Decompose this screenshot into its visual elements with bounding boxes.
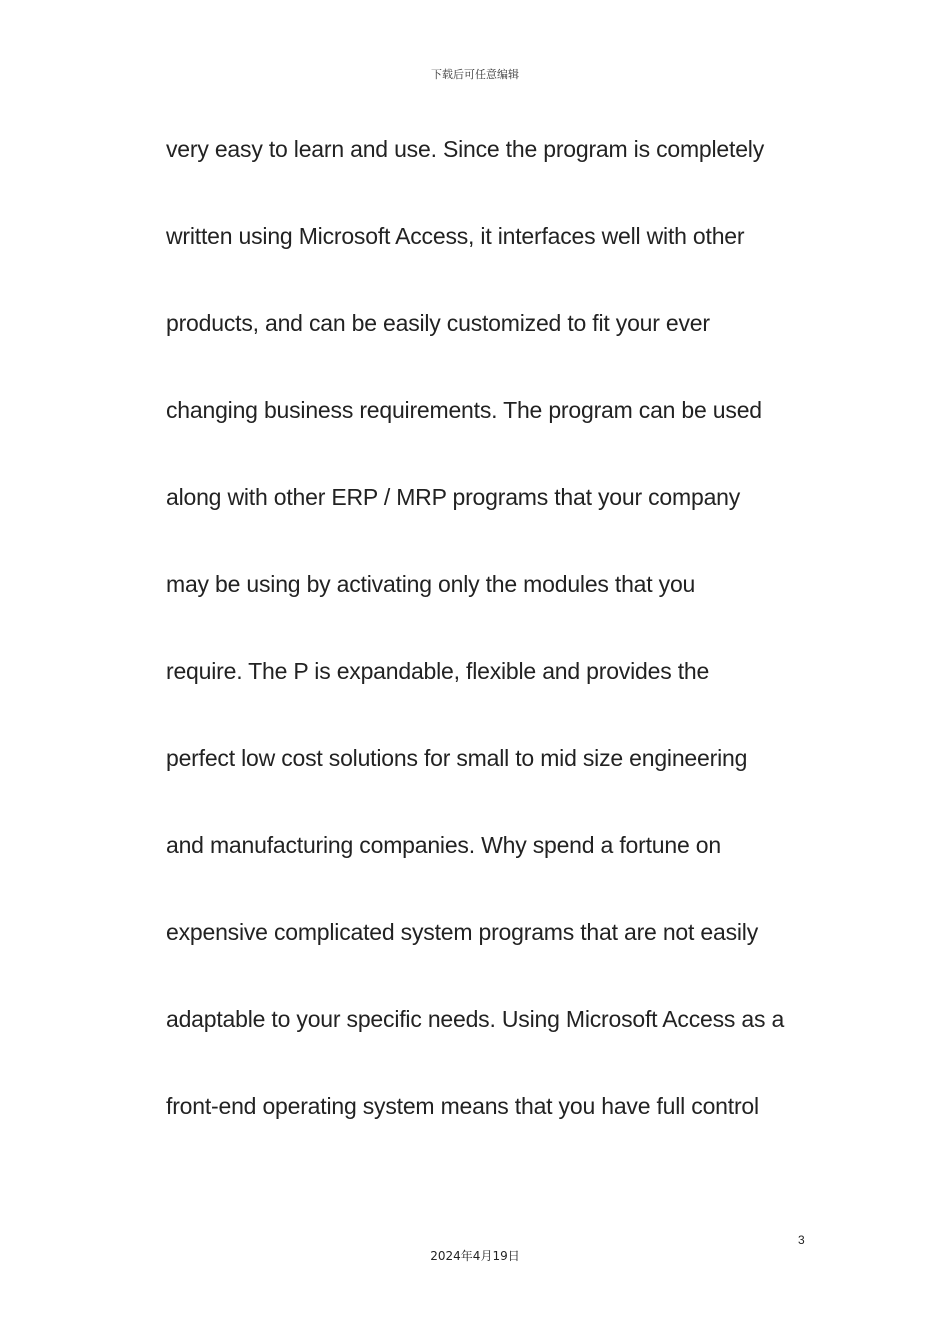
body-line: front-end operating system means that you have full control <box>166 1093 759 1119</box>
body-line: along with other ERP / MRP programs that your company <box>166 484 741 510</box>
body-line: require. The P is expandable, flexible and provides the <box>166 658 710 684</box>
body-line: perfect low cost solutions for small to mid size engineering <box>166 745 748 771</box>
body-line: expensive complicated system programs that are not easily <box>166 919 758 945</box>
page-number: 3 <box>798 1233 805 1247</box>
body-line: changing business requirements. The program can be used <box>166 397 762 423</box>
body-line: and manufacturing companies. Why spend a fortune on <box>166 832 721 858</box>
body-line: written using Microsoft Access, it interfaces well with other <box>166 223 745 249</box>
footer-date: 2024年4月19日 <box>430 1249 520 1263</box>
body-line: very easy to learn and use. Since the program is completely <box>166 136 765 162</box>
body-line: products, and can be easily customized to fit your ever <box>166 310 710 336</box>
page-header: 下载后可任意编辑 <box>431 68 519 81</box>
body-line: may be using by activating only the modules that you <box>166 571 696 597</box>
body-line: adaptable to your specific needs. Using Microsoft Access as a <box>166 1006 785 1032</box>
